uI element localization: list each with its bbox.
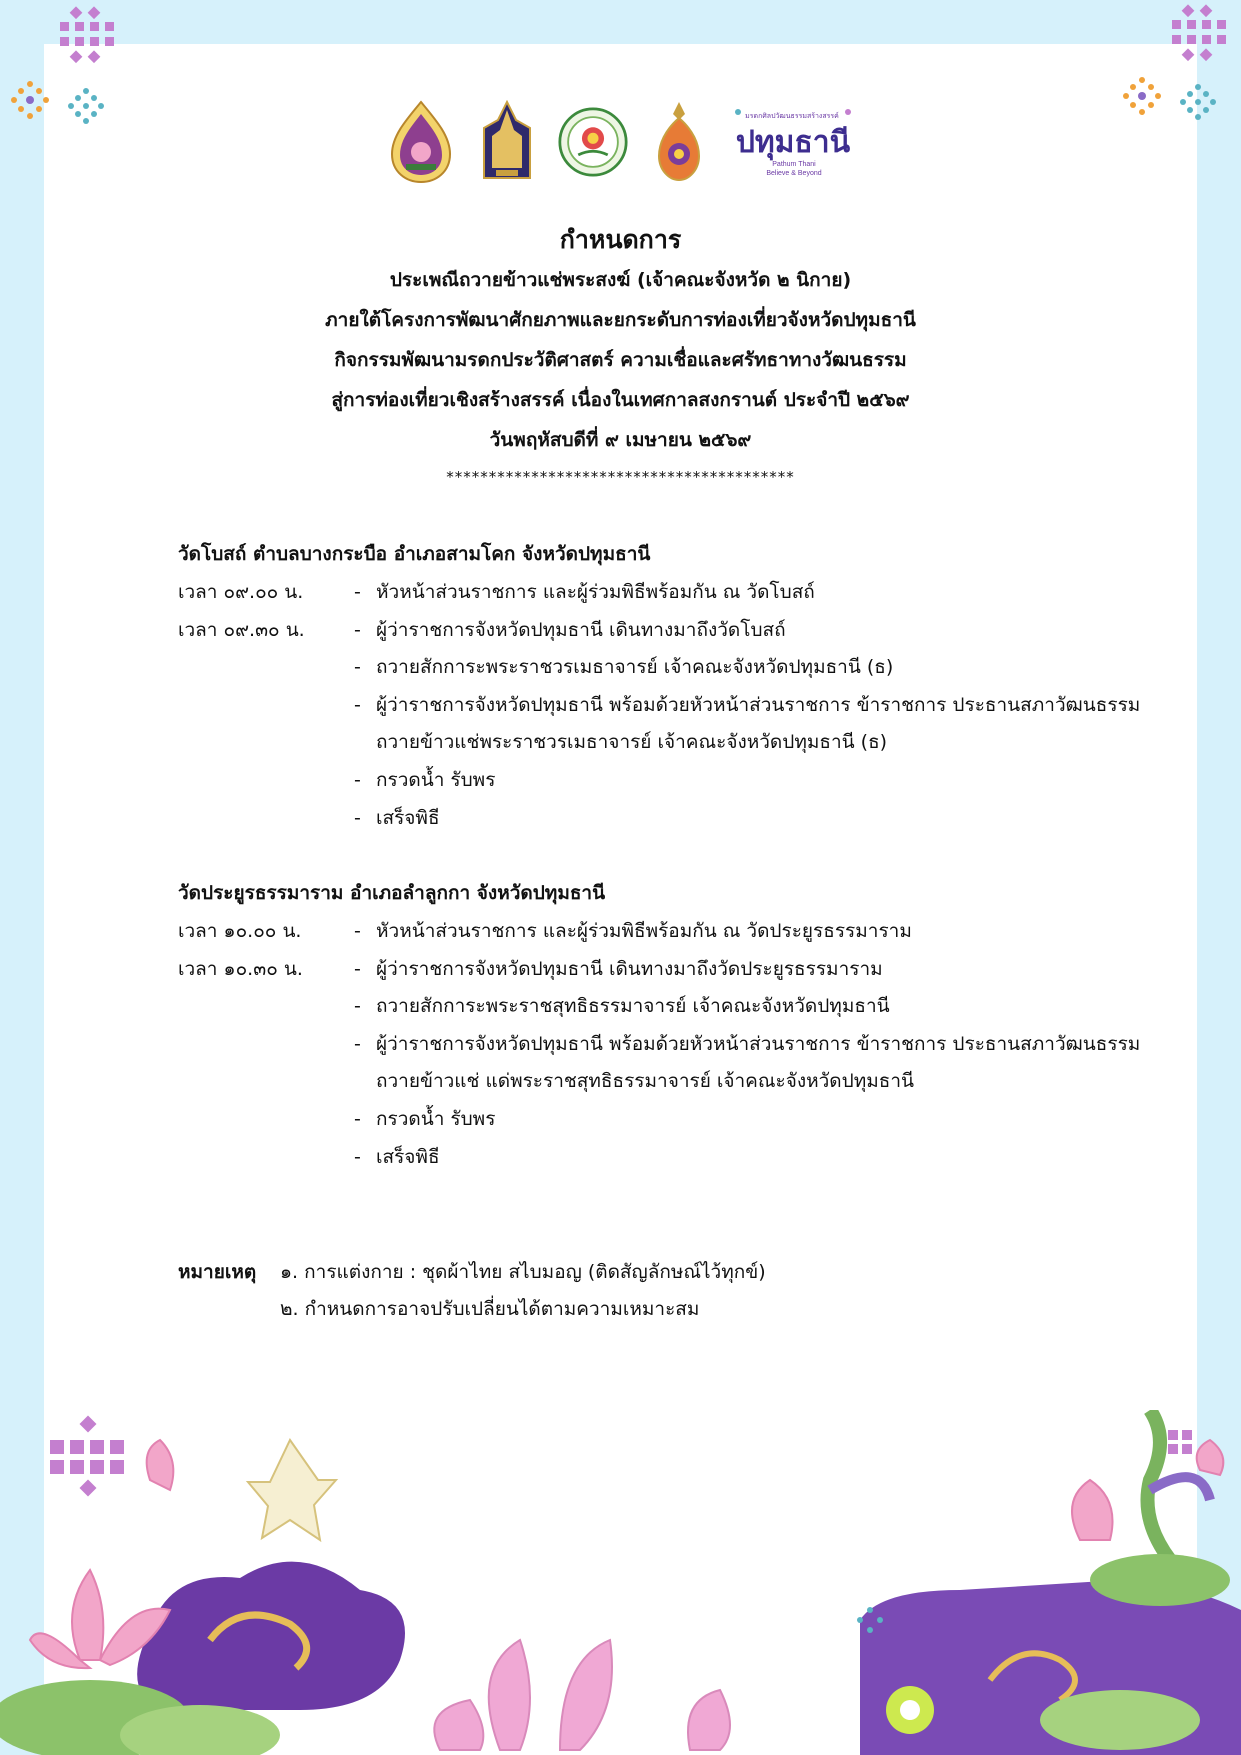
note-row [178,1291,1078,1328]
svg-text:ปทุมธานี: ปทุมธานี [735,125,850,160]
subtitle-line: ประเพณีถวายข้าวแช่พระสงฆ์ (เจ้าคณะจังหวัด ๒ นิกาย) [389,269,852,291]
svg-text:Pathum Thani: Pathum Thani [771,161,816,168]
section-title: วัดโบสถ์ ตำบลบางกระบือ อำเภอสามโคก จังหวัดปทุมธานี [178,543,651,565]
subtitle-line: ภายใต้โครงการพัฒนาศักยภาพและยกระดับการท่องเที่ยวจังหวัดปทุมธานี [325,309,916,331]
row-dash: - [354,1032,361,1055]
schedule-row [178,988,1168,1026]
schedule-row [178,1026,1168,1101]
bottom-floral-decoration [0,1410,1241,1755]
row-text: ผู้ว่าราชการจังหวัดปทุมธานี เดินทางมาถึงวัดประยูรธรรมาราม [376,957,883,980]
row-dash: - [354,957,361,980]
schedule-row [178,762,1168,800]
row-dash: - [354,1107,361,1130]
schedule-row [178,913,1168,951]
row-text-line: ถวายข้าวแช่พระราชวรเมธาจารย์ เจ้าคณะจังหวัดปทุมธานี (ธ) [376,731,888,754]
row-text: ถวายสักการะพระราชวรเมธาจารย์ เจ้าคณะจังหวัดปทุมธานี (ธ) [376,656,894,679]
schedule-row [178,574,1168,612]
row-text [376,1026,1168,1101]
page-title: กำหนดการ [559,225,682,254]
row-time [178,687,354,762]
notes-label: หมายเหตุ [178,1261,257,1283]
row-text: กรวดน้ำ รับพร [376,768,496,791]
row-text [376,687,1168,762]
separator-stars: ***************************************** [446,468,795,486]
schedule-row [178,612,1168,650]
row-dash: - [354,581,361,603]
row-text-line: ผู้ว่าราชการจังหวัดปทุมธานี พร้อมด้วยหัวหน้าส่วนราชการ ข้าราชการ ประธานสภาวัฒนธรรม [376,693,1141,716]
row-time [178,988,354,1026]
row-time [178,1139,354,1177]
event-date: วันพฤหัสบดีที่ ๙ เมษายน ๒๕๖๙ [489,429,752,451]
section-title: วัดประยูรธรรมาราม อำเภอลำลูกกา จังหวัดปทุมธานี [178,882,606,904]
row-text-line: ผู้ว่าราชการจังหวัดปทุมธานี พร้อมด้วยหัวหน้าส่วนราชการ ข้าราชการ ประธานสภาวัฒนธรรม [376,1032,1141,1055]
note-item: ๑. การแต่งกาย : ชุดผ้าไทย สไบมอญ (ติดสัญลักษณ์ไว้ทุกข์) [280,1261,766,1283]
schedule-row [178,800,1168,838]
row-text: ถวายสักการะพระราชสุทธิธรรมาจารย์ เจ้าคณะจังหวัดปทุมธานี [376,995,890,1018]
row-time [178,649,354,687]
row-time [178,800,354,838]
subtitle-line: กิจกรรมพัฒนามรดกประวัติศาสตร์ ความเชื่อและศรัทธาทางวัฒนธรรม [334,349,907,371]
pixel-flower-decoration-right-icon [1162,4,1232,68]
row-dash: - [354,806,361,829]
row-text-line: ถวายข้าวแช่ แด่พระราชสุทธิธรรมาจารย์ เจ้าคณะจังหวัดปทุมธานี [376,1070,915,1093]
schedule-row [178,1139,1168,1177]
schedule-row [178,687,1168,762]
notes-block [178,1254,1078,1328]
schedule-row [178,649,1168,687]
row-dash: - [354,1145,361,1168]
svg-text:Believe & Beyond: Believe & Beyond [765,170,822,177]
schedule-row [178,951,1168,989]
row-time [178,1026,354,1101]
provincial-seal-icon [386,100,456,184]
crest-emblem-icon [644,100,714,184]
note-row [178,1254,1078,1291]
row-time: เวลา ๐๙.๐๐ น. [178,581,304,603]
svg-text:มรดกศิลปวัฒนธรรมสร้างสรรค์: มรดกศิลปวัฒนธรรมสร้างสรรค์ [744,113,839,120]
pixel-flower-decoration-icon [50,6,122,70]
row-text: เสร็จพิธี [376,1145,440,1168]
subtitle-line: สู่การท่องเที่ยวเชิงสร้างสรรค์ เนื่องในเทศกาลสงกรานต์ ประจำปี ๒๕๖๙ [331,389,910,411]
schedule-section-2 [178,875,1168,1176]
row-time: เวลา ๐๙.๓๐ น. [178,618,305,641]
row-text: หัวหน้าส่วนราชการ และผู้ร่วมพิธีพร้อมกัน ณ วัดประยูรธรรมาราม [376,920,912,942]
row-time [178,1101,354,1139]
pathum-thani-brand-logo [730,100,856,184]
row-dash: - [354,618,361,641]
row-text: เสร็จพิธี [376,806,440,829]
logo-row [0,100,1241,184]
title-block [0,220,1241,488]
row-time: เวลา ๑๐.๐๐ น. [178,920,302,942]
lotus-seal-icon [558,100,628,184]
row-time [178,762,354,800]
row-text: กรวดน้ำ รับพร [376,1107,496,1130]
row-dash: - [354,656,361,679]
row-dash: - [354,995,361,1018]
temple-emblem-icon [472,100,542,184]
row-text: หัวหน้าส่วนราชการ และผู้ร่วมพิธีพร้อมกัน ณ วัดโบสถ์ [376,581,815,603]
row-dash: - [354,768,361,791]
row-dash: - [354,920,361,942]
row-text: ผู้ว่าราชการจังหวัดปทุมธานี เดินทางมาถึงวัดโบสถ์ [376,618,786,641]
schedule-row [178,1101,1168,1139]
row-dash: - [354,693,361,716]
note-item: ๒. กำหนดการอาจปรับเปลี่ยนได้ตามความเหมาะสม [280,1298,700,1320]
row-time: เวลา ๑๐.๓๐ น. [178,957,303,980]
schedule-section-1 [178,536,1168,837]
